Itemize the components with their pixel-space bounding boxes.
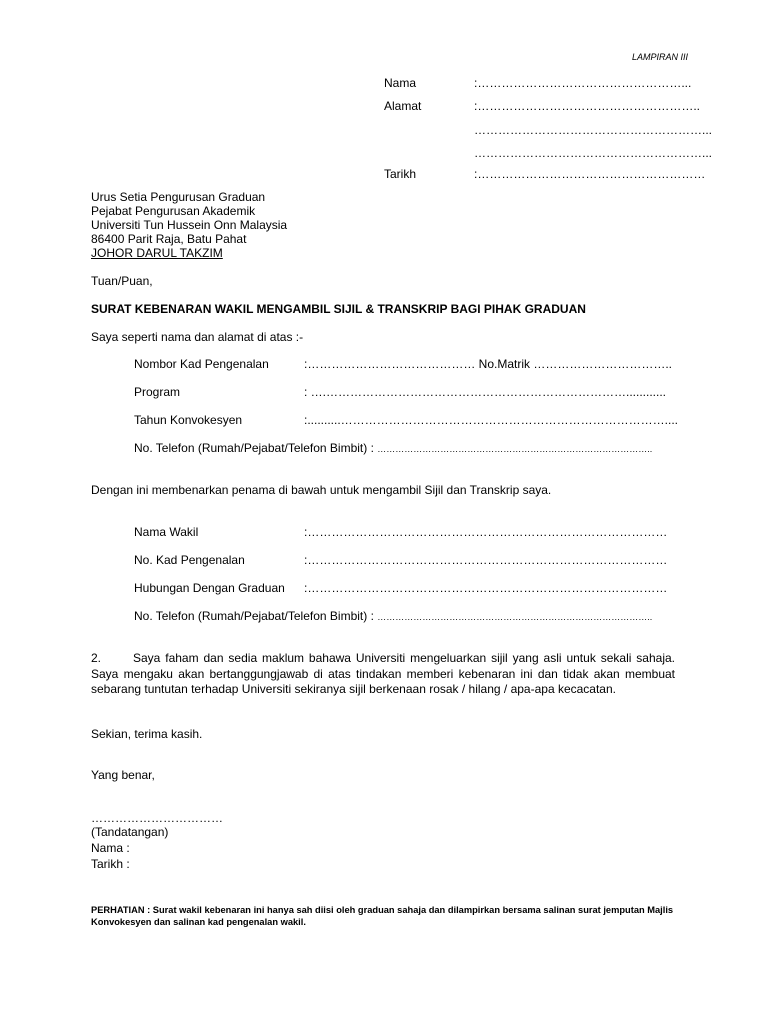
rep-ic-label: No. Kad Pengenalan <box>134 553 245 567</box>
sender-address-field-2[interactable]: …………………………………………………... <box>474 123 713 137</box>
sender-name-label: Nama <box>384 76 417 90</box>
rep-ic-field[interactable]: :……………………………………………………………………………… <box>304 553 668 567</box>
sender-date-label: Tarikh <box>384 167 417 181</box>
graduate-phone-row <box>134 441 652 456</box>
recipient-line-1: Urus Setia Pengurusan Graduan <box>91 190 266 204</box>
signature-label: (Tandatangan) <box>91 825 169 839</box>
program-field[interactable]: : ….…………………………………………………………………............ <box>304 385 667 399</box>
rep-name-field[interactable]: :……………………………………………………………………………… <box>304 525 668 539</box>
rep-phone-field[interactable]: ……………………………………………………………………………….. <box>377 612 653 622</box>
rep-relationship-field[interactable]: :……………………………………………………………………………… <box>304 581 668 595</box>
program-label: Program <box>134 385 181 399</box>
recipient-line-4: 86400 Parit Raja, Batu Pahat <box>91 232 247 246</box>
graduate-phone-label: No. Telefon (Rumah/Pejabat/Telefon Bimbit) : <box>134 441 374 455</box>
paragraph-number: 2. <box>91 651 102 665</box>
sender-address-field-3[interactable]: …………………………………………………... <box>474 146 713 160</box>
recipient-line-2: Pejabat Pengurusan Akademik <box>91 204 256 218</box>
intro-text: Saya seperti nama dan alamat di atas :- <box>91 330 304 344</box>
annex-label: LAMPIRAN III <box>631 52 688 62</box>
recipient-line-5: JOHOR DARUL TAKZIM <box>91 246 223 260</box>
signature-date-label: Tarikh : <box>91 857 130 871</box>
sender-name-field[interactable]: :……………………………………………... <box>474 76 692 90</box>
recipient-address <box>91 190 287 260</box>
declaration-text: Saya faham dan sedia maklum bahawa Universiti mengeluarkan sijil yang asli untuk sekali sahaja. Saya mengaku akan bertanggungjawab di atas tindakan memberi kebenaran ini dan tidak akan membuat sebarang tuntutan terhadap Universiti sekiranya sijil berkenaan rosak / hilang / apa-apa kecacatan. <box>91 651 675 696</box>
notice-text: PERHATIAN : Surat wakil kebenaran ini hanya sah diisi oleh graduan sahaja dan dilampirkan bersama salinan surat jemputan Majlis Konvokesyen dan salinan kad pengenalan wakil. <box>91 905 674 927</box>
authorization-text: Dengan ini membenarkan penama di bawah untuk mengambil Sijil dan Transkrip saya. <box>91 483 552 497</box>
recipient-line-3: Universiti Tun Hussein Onn Malaysia <box>91 218 288 232</box>
rep-phone-label: No. Telefon (Rumah/Pejabat/Telefon Bimbit) : <box>134 609 374 623</box>
signature-name-label: Nama : <box>91 841 130 855</box>
rep-name-label: Nama Wakil <box>134 525 199 539</box>
yours-truly: Yang benar, <box>91 768 155 782</box>
rep-relationship-label: Hubungan Dengan Graduan <box>134 581 285 595</box>
sender-address-field-1[interactable]: :……………………………………………….. <box>474 99 701 113</box>
sender-date-field[interactable]: :………………………………………………… <box>474 167 706 181</box>
declaration-paragraph <box>91 651 675 698</box>
ic-number-field[interactable]: :…………………………………… No.Matrik …………………………….. <box>304 357 673 371</box>
convocation-year-field[interactable]: :..........……………………………………………………………………….... <box>304 413 679 427</box>
signature-line[interactable]: …………………………… <box>91 811 223 825</box>
salutation: Tuan/Puan, <box>91 274 153 288</box>
ic-number-label: Nombor Kad Pengenalan <box>134 357 269 371</box>
convocation-year-label: Tahun Konvokesyen <box>134 413 243 427</box>
rep-phone-row <box>134 609 652 624</box>
graduate-phone-field[interactable]: ……………………………………………………………………………….. <box>377 444 653 454</box>
sender-address-label: Alamat <box>384 99 422 113</box>
letter-subject: SURAT KEBENARAN WAKIL MENGAMBIL SIJIL & TRANSKRIP BAGI PIHAK GRADUAN <box>91 302 586 316</box>
closing-text: Sekian, terima kasih. <box>91 727 203 741</box>
